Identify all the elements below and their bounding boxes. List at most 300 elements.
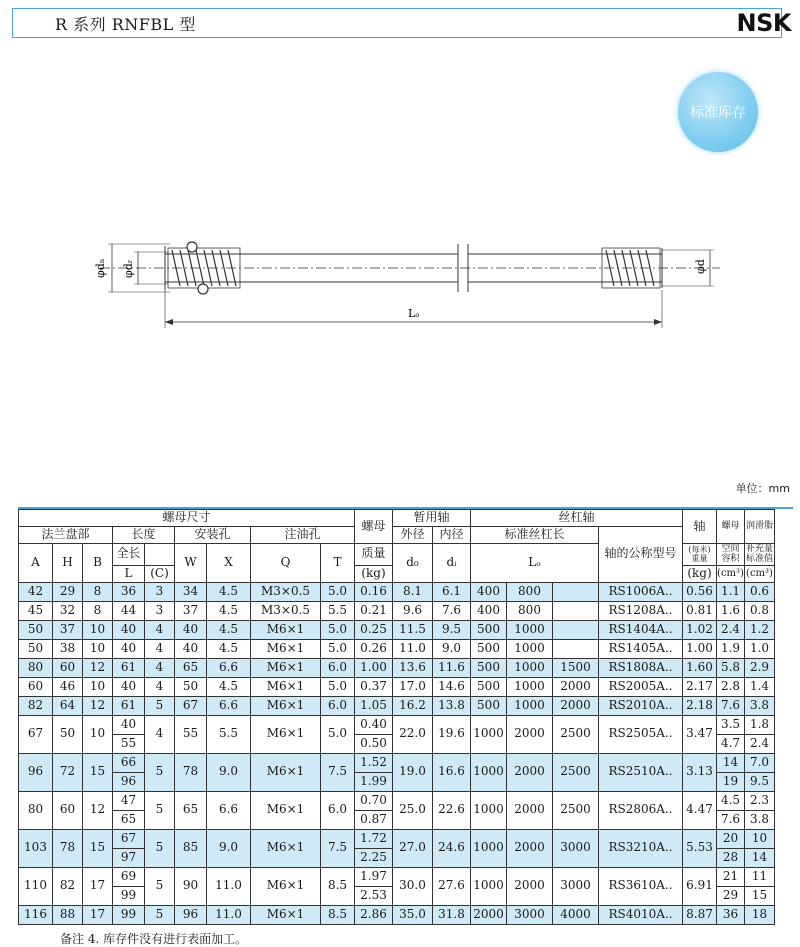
cell-wt: 2.18 xyxy=(683,696,717,715)
cell-B: 10 xyxy=(83,677,113,696)
cell-d0: 9.6 xyxy=(393,601,433,620)
cell-lo1: 400 xyxy=(471,601,507,620)
cell-d0: 30.0 xyxy=(393,867,433,905)
cell-X: 6.6 xyxy=(207,696,251,715)
cell-lo3: 2500 xyxy=(553,791,599,829)
cell-d0: 17.0 xyxy=(393,677,433,696)
cell-lo2: 800 xyxy=(507,582,553,601)
cell-A: 96 xyxy=(19,753,53,791)
cell-X: 4.5 xyxy=(207,639,251,658)
cell-L: 36 xyxy=(113,582,145,601)
hdr-grease-sub-a: 补充量 xyxy=(745,544,773,554)
cell-mass: 2.86 xyxy=(355,905,393,924)
hdr-screw-shaft: 丝杠轴 xyxy=(471,510,683,527)
table-row xyxy=(19,582,775,601)
cell-grease: 3.8 xyxy=(745,696,775,715)
cell-grease: 1.2 xyxy=(745,620,775,639)
cell-W: 65 xyxy=(175,791,207,829)
cell-W: 34 xyxy=(175,582,207,601)
cell-lo2: 1000 xyxy=(507,658,553,677)
hdr-mass: 质量 xyxy=(355,544,393,566)
cell-A: 103 xyxy=(19,829,53,867)
hdr-shaft-unit: (kg) xyxy=(683,565,717,582)
cell-L: 40 xyxy=(113,715,145,734)
cell-wt: 0.56 xyxy=(683,582,717,601)
cell-C: 4 xyxy=(145,620,175,639)
hdr-id: 内径 xyxy=(433,527,471,544)
cell-A: 80 xyxy=(19,658,53,677)
cell-H: 60 xyxy=(53,791,83,829)
cell-d0: 25.0 xyxy=(393,791,433,829)
cell-vol: 1.9 xyxy=(717,639,745,658)
cell-lo1: 500 xyxy=(471,696,507,715)
cell-d0: 27.0 xyxy=(393,829,433,867)
cell-X: 11.0 xyxy=(207,867,251,905)
cell-W: 85 xyxy=(175,829,207,867)
table-row xyxy=(19,677,775,696)
cell-Q: M6×1 xyxy=(251,867,321,905)
cell-C: 5 xyxy=(145,829,175,867)
cell-H: 38 xyxy=(53,639,83,658)
cell-model: RS2005A.. xyxy=(599,677,683,696)
cell-wt: 1.00 xyxy=(683,639,717,658)
cell-lo3 xyxy=(553,639,599,658)
cell-L: 55 xyxy=(113,734,145,753)
cell-model: RS2806A.. xyxy=(599,791,683,829)
cell-lo1: 2000 xyxy=(471,905,507,924)
hdr-nut: 螺母尺寸 xyxy=(19,510,355,527)
cell-L: 67 xyxy=(113,829,145,848)
cell-mass: 1.99 xyxy=(355,772,393,791)
dr-label: φdᵣ xyxy=(122,259,135,278)
cell-di: 9.5 xyxy=(433,620,471,639)
hdr-space-unit: (cm³) xyxy=(717,565,745,582)
cell-Q: M3×0.5 xyxy=(251,582,321,601)
cell-W: 67 xyxy=(175,696,207,715)
cell-mass: 0.37 xyxy=(355,677,393,696)
cell-T: 5.0 xyxy=(321,620,355,639)
hdr-od: 外径 xyxy=(393,527,433,544)
cell-di: 16.6 xyxy=(433,753,471,791)
table-row xyxy=(19,639,775,658)
cell-W: 40 xyxy=(175,620,207,639)
cell-d0: 16.2 xyxy=(393,696,433,715)
cell-lo3: 4000 xyxy=(553,905,599,924)
hdr-length: 长度 xyxy=(113,527,175,544)
hdr-temp-shaft: 暂用轴 xyxy=(393,510,471,527)
cell-T: 5.0 xyxy=(321,677,355,696)
cell-lo2: 2000 xyxy=(507,715,553,753)
cell-W: 40 xyxy=(175,639,207,658)
lo-label: Lₒ xyxy=(408,307,420,320)
col-W: W xyxy=(175,544,207,583)
cell-di: 31.8 xyxy=(433,905,471,924)
cell-lo3: 2000 xyxy=(553,696,599,715)
hdr-full-length: 全长 xyxy=(113,544,145,566)
table-row xyxy=(19,601,775,620)
cell-H: 37 xyxy=(53,620,83,639)
cell-T: 5.0 xyxy=(321,582,355,601)
cell-grease: 3.8 xyxy=(745,810,775,829)
cell-wt: 3.47 xyxy=(683,715,717,753)
cell-X: 6.6 xyxy=(207,791,251,829)
table-row xyxy=(19,867,775,886)
cell-wt: 2.17 xyxy=(683,677,717,696)
cell-C: 5 xyxy=(145,696,175,715)
cell-vol: 7.6 xyxy=(717,696,745,715)
cell-H: 64 xyxy=(53,696,83,715)
cell-model: RS2510A.. xyxy=(599,753,683,791)
cell-B: 17 xyxy=(83,905,113,924)
cell-lo3: 2000 xyxy=(553,677,599,696)
cell-L: 44 xyxy=(113,601,145,620)
d-label: φd xyxy=(694,259,707,274)
cell-lo1: 1000 xyxy=(471,753,507,791)
table-row xyxy=(19,791,775,810)
cell-lo2: 1000 xyxy=(507,620,553,639)
cell-Q: M3×0.5 xyxy=(251,601,321,620)
cell-lo1: 1000 xyxy=(471,715,507,753)
cell-W: 37 xyxy=(175,601,207,620)
cell-di: 7.6 xyxy=(433,601,471,620)
cell-model: RS1006A.. xyxy=(599,582,683,601)
cell-Q: M6×1 xyxy=(251,715,321,753)
cell-model: RS1404A.. xyxy=(599,620,683,639)
table-row xyxy=(19,905,775,924)
cell-L: 40 xyxy=(113,620,145,639)
cell-A: 60 xyxy=(19,677,53,696)
cell-Q: M6×1 xyxy=(251,639,321,658)
cell-Q: M6×1 xyxy=(251,620,321,639)
col-L: L xyxy=(113,565,145,582)
cell-wt: 1.60 xyxy=(683,658,717,677)
cell-lo1: 500 xyxy=(471,620,507,639)
page-title: R 系列 RNFBL 型 xyxy=(55,15,196,34)
hdr-shaft-sub xyxy=(683,544,717,566)
cell-H: 88 xyxy=(53,905,83,924)
cell-A: 67 xyxy=(19,715,53,753)
cell-X: 5.5 xyxy=(207,715,251,753)
cell-X: 4.5 xyxy=(207,601,251,620)
cell-lo1: 1000 xyxy=(471,791,507,829)
cell-B: 10 xyxy=(83,639,113,658)
cell-vol: 36 xyxy=(717,905,745,924)
footnote: 备注 4. 库存件没有进行表面加工。 xyxy=(60,932,248,946)
cell-grease: 14 xyxy=(745,848,775,867)
cell-T: 7.5 xyxy=(321,753,355,791)
cell-C: 5 xyxy=(145,905,175,924)
cell-vol: 1.1 xyxy=(717,582,745,601)
cell-W: 90 xyxy=(175,867,207,905)
cell-di: 14.6 xyxy=(433,677,471,696)
cell-H: 72 xyxy=(53,753,83,791)
cell-mass: 0.87 xyxy=(355,810,393,829)
cell-L: 61 xyxy=(113,658,145,677)
cell-X: 9.0 xyxy=(207,753,251,791)
cell-H: 46 xyxy=(53,677,83,696)
cell-vol: 29 xyxy=(717,886,745,905)
cell-d0: 8.1 xyxy=(393,582,433,601)
cell-W: 96 xyxy=(175,905,207,924)
cell-d0: 13.6 xyxy=(393,658,433,677)
cell-model: RS3610A.. xyxy=(599,867,683,905)
cell-W: 55 xyxy=(175,715,207,753)
cell-di: 27.6 xyxy=(433,867,471,905)
cell-C: 4 xyxy=(145,639,175,658)
cell-lo2: 800 xyxy=(507,601,553,620)
cell-A: 45 xyxy=(19,601,53,620)
cell-lo3: 3000 xyxy=(553,867,599,905)
cell-B: 10 xyxy=(83,620,113,639)
cell-lo2: 2000 xyxy=(507,753,553,791)
cell-lo1: 500 xyxy=(471,677,507,696)
stock-badge xyxy=(678,72,758,152)
cell-H: 29 xyxy=(53,582,83,601)
cell-Q: M6×1 xyxy=(251,829,321,867)
page-header xyxy=(12,8,791,38)
col-B: B xyxy=(83,544,113,583)
cell-A: 80 xyxy=(19,791,53,829)
cell-grease: 11 xyxy=(745,867,775,886)
cell-L: 66 xyxy=(113,753,145,772)
cell-L: 40 xyxy=(113,639,145,658)
cell-di: 22.6 xyxy=(433,791,471,829)
cell-T: 8.5 xyxy=(321,867,355,905)
cell-C: 3 xyxy=(145,601,175,620)
cell-vol: 1.6 xyxy=(717,601,745,620)
cell-wt: 5.53 xyxy=(683,829,717,867)
cell-lo1: 1000 xyxy=(471,867,507,905)
hdr-shaft-sub-b: 重量 xyxy=(691,554,708,564)
hdr-flange: 法兰盘部 xyxy=(19,527,113,544)
cell-C: 3 xyxy=(145,582,175,601)
hdr-mount: 安装孔 xyxy=(175,527,251,544)
cell-lo3: 2500 xyxy=(553,753,599,791)
cell-model: RS2505A.. xyxy=(599,715,683,753)
cell-d0: 35.0 xyxy=(393,905,433,924)
cell-C: 4 xyxy=(145,715,175,753)
cell-H: 60 xyxy=(53,658,83,677)
cell-vol: 28 xyxy=(717,848,745,867)
cell-W: 78 xyxy=(175,753,207,791)
table-row xyxy=(19,696,775,715)
col-Q: Q xyxy=(251,544,321,583)
cell-wt: 6.91 xyxy=(683,867,717,905)
cell-di: 24.6 xyxy=(433,829,471,867)
hdr-space-sub-a: 空间 xyxy=(721,544,740,554)
cell-L: 99 xyxy=(113,905,145,924)
table-row xyxy=(19,829,775,848)
cell-grease: 1.4 xyxy=(745,677,775,696)
cell-T: 8.5 xyxy=(321,905,355,924)
cell-lo1: 500 xyxy=(471,639,507,658)
cell-B: 15 xyxy=(83,829,113,867)
cell-mass: 1.00 xyxy=(355,658,393,677)
cell-d0: 11.0 xyxy=(393,639,433,658)
cell-model: RS1208A.. xyxy=(599,601,683,620)
cell-Q: M6×1 xyxy=(251,677,321,696)
cell-wt: 4.47 xyxy=(683,791,717,829)
cell-T: 7.5 xyxy=(321,829,355,867)
col-di: dᵢ xyxy=(433,544,471,583)
cell-B: 8 xyxy=(83,601,113,620)
spec-table xyxy=(18,509,775,925)
cell-W: 50 xyxy=(175,677,207,696)
cell-vol: 5.8 xyxy=(717,658,745,677)
cell-lo2: 1000 xyxy=(507,677,553,696)
cell-B: 17 xyxy=(83,867,113,905)
hdr-space-sub xyxy=(717,544,745,566)
cell-model: RS1405A.. xyxy=(599,639,683,658)
cell-di: 19.6 xyxy=(433,715,471,753)
cell-L: 96 xyxy=(113,772,145,791)
cell-lo1: 500 xyxy=(471,658,507,677)
cell-C: 4 xyxy=(145,658,175,677)
cell-X: 4.5 xyxy=(207,582,251,601)
cell-lo1: 1000 xyxy=(471,829,507,867)
cell-di: 9.0 xyxy=(433,639,471,658)
cell-L: 61 xyxy=(113,696,145,715)
cell-Q: M6×1 xyxy=(251,753,321,791)
col-A: A xyxy=(19,544,53,583)
cell-grease: 2.3 xyxy=(745,791,775,810)
col-Lo: Lₒ xyxy=(471,544,599,583)
cell-lo2: 2000 xyxy=(507,829,553,867)
cell-X: 9.0 xyxy=(207,829,251,867)
cell-L: 65 xyxy=(113,810,145,829)
cell-vol: 7.6 xyxy=(717,810,745,829)
cell-d0: 11.5 xyxy=(393,620,433,639)
cell-A: 110 xyxy=(19,867,53,905)
cell-Q: M6×1 xyxy=(251,658,321,677)
cell-mass: 1.72 xyxy=(355,829,393,848)
cell-C: 5 xyxy=(145,791,175,829)
cell-model: RS1808A.. xyxy=(599,658,683,677)
hdr-grease: 润滑脂 xyxy=(745,510,775,544)
hdr-shaft-sub-a: (每米) xyxy=(688,545,711,555)
ball-screw-drawing xyxy=(0,220,800,340)
cell-H: 82 xyxy=(53,867,83,905)
cell-mass: 0.70 xyxy=(355,791,393,810)
cell-W: 65 xyxy=(175,658,207,677)
table-row xyxy=(19,620,775,639)
cell-vol: 14 xyxy=(717,753,745,772)
hdr-grease-unit: (cm³) xyxy=(745,565,775,582)
cell-vol: 20 xyxy=(717,829,745,848)
cell-B: 8 xyxy=(83,582,113,601)
cell-A: 116 xyxy=(19,905,53,924)
dn-label: φdₙ xyxy=(94,258,107,278)
cell-B: 12 xyxy=(83,658,113,677)
cell-Q: M6×1 xyxy=(251,696,321,715)
hdr-std-len: 标准丝杠长 xyxy=(471,527,599,544)
cell-grease: 15 xyxy=(745,886,775,905)
cell-mass: 0.40 xyxy=(355,715,393,734)
cell-Q: M6×1 xyxy=(251,791,321,829)
hdr-mass-nut: 螺母 xyxy=(355,510,393,544)
cell-model: RS3210A.. xyxy=(599,829,683,867)
cell-L: 97 xyxy=(113,848,145,867)
cell-model: RS4010A.. xyxy=(599,905,683,924)
hdr-oil: 注油孔 xyxy=(251,527,355,544)
hdr-grease-sub xyxy=(745,544,775,566)
cell-mass: 1.52 xyxy=(355,753,393,772)
cell-vol: 4.7 xyxy=(717,734,745,753)
cell-vol: 21 xyxy=(717,867,745,886)
hdr-space-sub-b: 容积 xyxy=(721,554,740,565)
cell-A: 82 xyxy=(19,696,53,715)
cell-lo3: 1500 xyxy=(553,658,599,677)
cell-grease: 1.8 xyxy=(745,715,775,734)
cell-mass: 1.97 xyxy=(355,867,393,886)
cell-A: 50 xyxy=(19,620,53,639)
cell-H: 50 xyxy=(53,715,83,753)
hdr-mass-unit: (kg) xyxy=(355,565,393,582)
cell-d0: 22.0 xyxy=(393,715,433,753)
cell-mass: 2.53 xyxy=(355,886,393,905)
cell-T: 6.0 xyxy=(321,791,355,829)
cell-L: 69 xyxy=(113,867,145,886)
cell-grease: 0.8 xyxy=(745,601,775,620)
cell-mass: 0.16 xyxy=(355,582,393,601)
cell-X: 6.6 xyxy=(207,658,251,677)
cell-X: 11.0 xyxy=(207,905,251,924)
hdr-space: 螺母 xyxy=(717,510,745,544)
cell-lo2: 2000 xyxy=(507,867,553,905)
cell-B: 15 xyxy=(83,753,113,791)
cell-d0: 19.0 xyxy=(393,753,433,791)
cell-mass: 0.25 xyxy=(355,620,393,639)
cell-wt: 0.81 xyxy=(683,601,717,620)
cell-di: 6.1 xyxy=(433,582,471,601)
cell-lo2: 3000 xyxy=(507,905,553,924)
cell-Q: M6×1 xyxy=(251,905,321,924)
cell-wt: 1.02 xyxy=(683,620,717,639)
col-H: H xyxy=(53,544,83,583)
cell-grease: 10 xyxy=(745,829,775,848)
cell-grease: 7.0 xyxy=(745,753,775,772)
cell-lo3 xyxy=(553,620,599,639)
cell-lo3: 2500 xyxy=(553,715,599,753)
cell-lo3 xyxy=(553,601,599,620)
cell-grease: 9.5 xyxy=(745,772,775,791)
table-row xyxy=(19,715,775,734)
cell-grease: 18 xyxy=(745,905,775,924)
cell-T: 5.0 xyxy=(321,639,355,658)
cell-vol: 19 xyxy=(717,772,745,791)
cell-X: 4.5 xyxy=(207,620,251,639)
cell-grease: 0.6 xyxy=(745,582,775,601)
cell-grease: 1.0 xyxy=(745,639,775,658)
cell-A: 50 xyxy=(19,639,53,658)
cell-di: 13.8 xyxy=(433,696,471,715)
cell-lo2: 1000 xyxy=(507,696,553,715)
cell-vol: 4.5 xyxy=(717,791,745,810)
col-X: X xyxy=(207,544,251,583)
hdr-model: 轴的公称型号 xyxy=(599,527,683,583)
cell-vol: 2.8 xyxy=(717,677,745,696)
cell-X: 4.5 xyxy=(207,677,251,696)
cell-B: 12 xyxy=(83,696,113,715)
cell-T: 5.0 xyxy=(321,715,355,753)
cell-A: 42 xyxy=(19,582,53,601)
col-T: T xyxy=(321,544,355,583)
col-C: (C) xyxy=(145,565,175,582)
cell-T: 6.0 xyxy=(321,658,355,677)
cell-B: 12 xyxy=(83,791,113,829)
cell-grease: 2.4 xyxy=(745,734,775,753)
cell-mass: 0.26 xyxy=(355,639,393,658)
